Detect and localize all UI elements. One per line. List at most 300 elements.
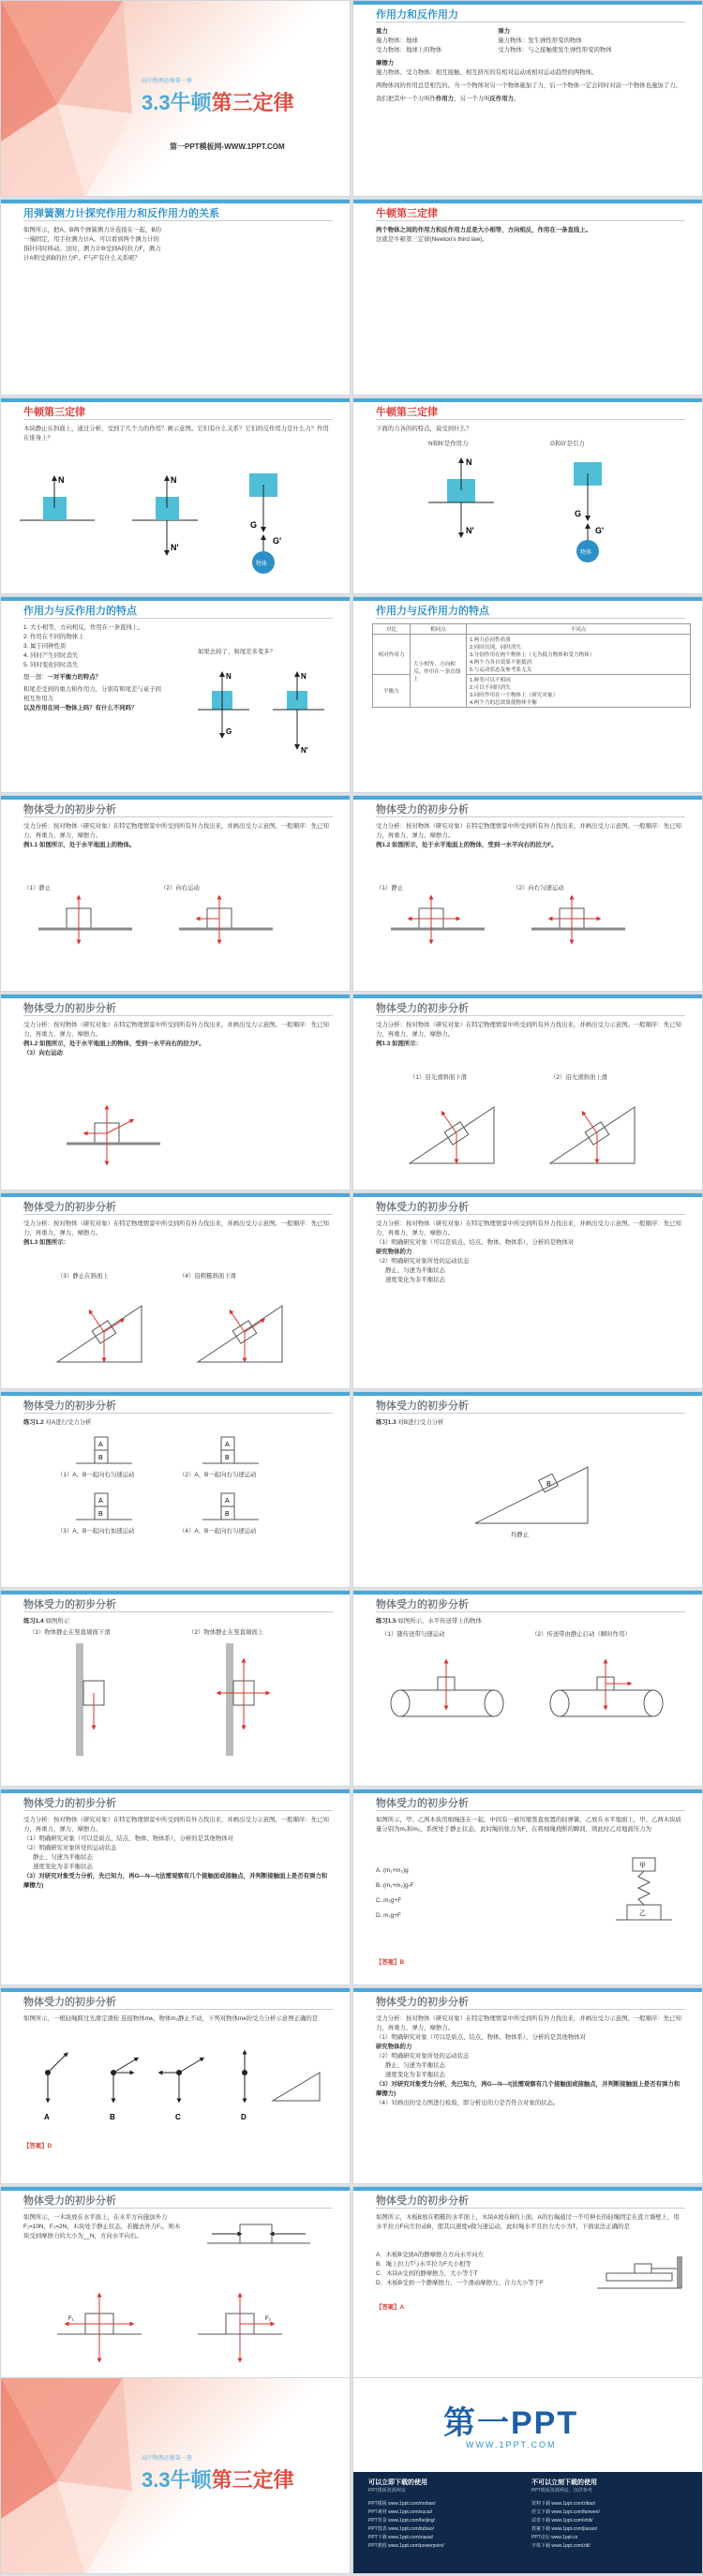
case-text: 例1.2 如图所示，处于水平地面上的物体，受到一水平向右的拉力F。: [23, 1041, 205, 1047]
option-9: （4）沿粗糙斜面下滑: [179, 1273, 237, 1280]
slide-title: 用弹簧测力计探究作用力和反作用力的关系: [23, 208, 219, 219]
slide-pulley-problem[interactable]: [0, 1987, 351, 2184]
svg-text:B: B: [98, 1455, 103, 1461]
top-bar: [1, 1988, 350, 1992]
ex5-opt-2: （2）传送带由静止启动（瞬时作用）: [531, 1631, 631, 1638]
feature-1: 1. 大小相等，方向相反，作用在一条直线上。: [23, 624, 144, 631]
exercise-head: 练习1.5: [376, 1618, 396, 1625]
slide-title: 作用力与反作用力的特点: [23, 606, 137, 617]
spring-diagram: [616, 1853, 672, 1938]
top-bar: [353, 1392, 702, 1396]
svg-text:B: B: [546, 1481, 551, 1488]
top-bar: [1, 1591, 350, 1595]
label-g-prime: G': [273, 536, 282, 546]
title-divider: [376, 1611, 685, 1612]
top-bar: [1, 597, 350, 601]
top-bar: [353, 398, 702, 402]
option-c: C. m₂g+F: [376, 1897, 402, 1904]
slide-exercise-1-4[interactable]: [0, 1590, 351, 1787]
def-a: 我们把其中一个力叫作: [376, 96, 436, 102]
cover-title-accent: 第三定律: [211, 2468, 294, 2492]
title-divider: [376, 2009, 685, 2010]
bullet-text: 受力分析：按对物体（研究对象）在特定物理情景中所受到所有外力找出来，并画出受力示意图。一般顺序：先已知力，再重力，弹力，摩擦力。: [23, 1022, 329, 1038]
option-a: A. (m₁+m₂)g: [376, 1867, 409, 1874]
block-jia: 甲: [639, 1863, 646, 1869]
slide-exercise-1-3[interactable]: [352, 1391, 703, 1588]
def-e: 。: [513, 96, 520, 102]
top-bar: [353, 1591, 702, 1595]
elastic-heading: 弹力: [498, 28, 511, 35]
slide-body: 如图所示，甲、乙两木块用细绳连在一起，中间有一被压缩竖直放置的轻弹簧，乙放在水平地面上，甲、乙两木块质量分别为m₁和m₂，系统处于静止状态，此时绳的张力为F，在将细绳烧断的瞬间，则此时乙对地面压力为: [376, 1817, 681, 1833]
title-divider: [23, 1015, 333, 1016]
def-d: 反作用力: [489, 96, 514, 102]
feature-4: 4. 同时产生同时消失: [23, 652, 79, 659]
link-row[interactable]: PPT教程 www.1ppt.com/powerpoint/: [368, 2543, 444, 2549]
option-b: B．绳上拉力T与水平拉力F大小相等: [376, 2261, 471, 2268]
slide-title: 物体受力的初步分析: [376, 1400, 469, 1412]
slide-force-example-3[interactable]: [0, 994, 351, 1191]
case-text: 例1.3 如图所示：: [23, 1239, 70, 1246]
th-diff: 不同点: [467, 624, 691, 635]
slide-force-example-4[interactable]: [352, 994, 703, 1191]
row2-diff-2: 2.可以不同时消失: [470, 685, 511, 691]
cover-title: [142, 2464, 294, 2494]
label-f2: F₂: [265, 2316, 271, 2322]
slide-third-law-pairs[interactable]: [352, 397, 703, 594]
slide-title: 物体受力的初步分析: [376, 1599, 469, 1610]
step-1: （1）明确研究对象（可以是质点、结点、物体、物体系），分析的是其他物体对: [23, 1835, 234, 1842]
block-diagram: [57, 1100, 170, 1175]
cover-title-main: 3.3牛顿: [142, 2468, 212, 2492]
law-statement: 两个物体之间的作用力和反作用力总是大小相等，方向相反，作用在一条直线上。: [376, 227, 592, 233]
label-g: G: [250, 520, 258, 530]
incline-stack: [466, 1448, 597, 1542]
ex2-opt-2: （2）A、B一起向右匀速运动: [179, 1472, 257, 1478]
top-bar: [1, 796, 350, 800]
conveyor-diagram: [381, 1656, 681, 1760]
link-list-left: [368, 2500, 444, 2551]
label-c: C: [175, 2113, 181, 2121]
gravity-line-1: 施力物体：地球: [376, 37, 418, 44]
exercise-head: 练习1.2: [23, 1419, 44, 1426]
option-8: （3）静止在斜面上: [57, 1273, 109, 1280]
def-c: ，另一个力叫: [454, 96, 490, 102]
title-divider: [23, 1611, 333, 1612]
label-b: B: [110, 2113, 115, 2121]
right-sub: PPT模板资源网站，仅供参考: [531, 2488, 592, 2494]
slide-body: 木块静止在斜面上，通过分析，受到了几个力的作用？画示意图。它们有什么关系？它们的反作用力是什么力？作用在谁身上？: [23, 426, 329, 442]
cover-subtitle: 高中物理必修第一册: [142, 2456, 193, 2462]
option-4: （2）向右匀速运动: [513, 885, 564, 891]
slide-title: 物体受力的初步分析: [23, 1599, 116, 1610]
svg-text:A: A: [225, 1442, 230, 1448]
svg-text:A: A: [225, 1498, 230, 1505]
slide-body: [376, 822, 685, 850]
row1-diff-3: 3.分别作用在两个物体上（无为抵力物体和受力物体）: [470, 652, 595, 658]
option-c: C．木块A受到的静摩擦力，大小等于T: [376, 2270, 478, 2277]
slide-body: [376, 1220, 685, 1285]
slide-title: 牛顿第三定律: [376, 407, 438, 418]
slide-body: 下面的力各的的特点，说受到什么？: [376, 426, 472, 432]
link-row[interactable]: 教案下载 www.1ppt.com/jiaoan/: [531, 2526, 598, 2532]
row-same: 大小相等，方向相反，作用在一条直线上: [411, 635, 467, 708]
info-panel: [353, 2472, 703, 2574]
row1-diff-4: 4.两个力各自效果不能抵消: [470, 660, 532, 666]
top-bar: [353, 1790, 702, 1793]
caption-right: G和G′是引力: [550, 441, 585, 447]
slide-title: 牛顿第三定律: [376, 208, 438, 219]
ex4-opt-1: （1）物体静止在竖直墙面下滑: [29, 1629, 111, 1636]
slide-body: [376, 1617, 685, 1626]
link-row[interactable]: 试卷下载 www.1ppt.com/shiti/: [531, 2518, 593, 2524]
left-sub: PPT模板资源网站: [368, 2488, 406, 2494]
question-2b: 以及作用在同一物体上吗？有什么不同吗？: [23, 705, 138, 711]
row1-diff-2: 2.同时出现，同时消失: [470, 645, 522, 651]
ex5-opt-1: （1）随传送带匀速运动: [381, 1631, 445, 1638]
mutual-text: 两物体间的作用总是相互的。当一个物体对另一个物体施加了力，后一个物体一定会同时对前一个物体也施加了力。: [376, 82, 681, 89]
step-2: （2）明确研究对象所处的运动状态: [376, 2053, 470, 2059]
slide-body: [23, 1418, 333, 1428]
force-options: [57, 2290, 320, 2374]
board-diagram: [588, 2256, 691, 2294]
slide-title: 物体受力的初步分析: [23, 1798, 116, 1809]
gravity-line-2: 受力物体：地球上的物体: [376, 47, 442, 53]
step-2b: 速度变化为非平衡状态: [385, 2072, 445, 2078]
question-2a: 和尾差受到的重力和作用力，分别有和尾差与桌子间相互作用力: [23, 686, 161, 702]
bullet-text: 受力分析：按对物体（研究对象）在特定物理情景中所受到所有外力找出来，并画出受力示意图。一般顺序：先已知力，再重力，弹力，摩擦力。: [376, 1022, 681, 1038]
pulley-options: [29, 2044, 329, 2129]
step-2b: 速度变化为非平衡状态: [385, 1277, 445, 1283]
row1-diff: [467, 635, 691, 675]
slide-force-example-1[interactable]: [0, 795, 351, 992]
label-n-2: N: [301, 672, 307, 681]
slide-third-law-diagram[interactable]: [0, 397, 351, 594]
title-divider: [23, 816, 333, 817]
slide-third-law[interactable]: [352, 199, 703, 396]
ex2-opt-1: （1）A、B一起向右匀速运动: [57, 1472, 135, 1478]
top-bar: [1, 1193, 350, 1197]
slide-title: 物体受力的初步分析: [376, 1798, 469, 1809]
ball-label: 物体: [580, 550, 592, 556]
label-n-2: N: [171, 475, 177, 485]
bullet-text: 受力分析：按对物体（研究对象）在特定物理情景中所受到所有外力找出来，并画出受力示意图。一般顺序：先已知力，再重力，弹力，摩擦力。: [23, 1817, 329, 1833]
case-text: 例1.2 如图所示，处于水平地面上的物体，受到一水平向右的拉力F。: [376, 842, 558, 848]
answer-text: 【答案】B: [376, 1959, 405, 1966]
block-yi: 乙: [639, 1910, 646, 1917]
step-2a: 静止、匀速为平衡状态: [385, 1267, 445, 1274]
cover-title-accent: 第三定律: [211, 91, 294, 114]
option-3: （1）静止: [376, 885, 404, 891]
top-block: [188, 2215, 329, 2253]
row1-head: 相对作用力: [373, 635, 411, 675]
slide-title: 作用力和反作用力: [376, 9, 458, 21]
svg-text:A: A: [98, 1442, 103, 1448]
title-divider: [376, 816, 685, 817]
step-1: （1）明确研究对象（可以是质点、结点、物体、物体系），分析的是物体对: [376, 1239, 575, 1246]
title-divider: [376, 1015, 685, 1016]
title-divider: [376, 1810, 685, 1811]
title-divider: [23, 2208, 333, 2209]
stacked-blocks: [57, 1430, 301, 1533]
answer-text: 【答案】A: [376, 2304, 405, 2311]
row2-diff-3: 3.同时作用在一个物体上（研究对象）: [470, 693, 559, 698]
feature-2: 2. 作用在不同的物体上: [23, 634, 84, 640]
top-bar: [353, 597, 702, 601]
feature-list: [23, 623, 164, 713]
step-2b: 速度变化为非平衡状态: [33, 1864, 93, 1870]
link-row[interactable]: PPT论坛 www.1ppt.cn: [531, 2535, 578, 2540]
slide-exercise-1-5[interactable]: [352, 1590, 703, 1787]
step-1b: 研究物体的力: [376, 1249, 412, 1255]
label-n-prime: N': [301, 746, 308, 755]
label-g-prime: G': [595, 526, 605, 535]
title-divider: [376, 2208, 685, 2209]
slide-force-example-2[interactable]: [352, 795, 703, 992]
top-bar: [353, 2187, 702, 2191]
wall-diagram: [38, 1643, 320, 1765]
slide-title: 物体受力的初步分析: [376, 2195, 469, 2207]
slide-body: [23, 1220, 333, 1248]
step-2a: 静止、匀速为平衡状态: [33, 1854, 93, 1861]
exercise-head: 练习1.4: [23, 1618, 44, 1625]
row1-diff-5: 5.与运动状态及参考系无关: [470, 667, 532, 673]
svg-text:A: A: [98, 1498, 103, 1505]
link-list-right: [531, 2500, 600, 2551]
label-n: N: [226, 672, 232, 681]
title-divider: [23, 220, 333, 221]
option-list: [376, 1866, 545, 1921]
title-divider: [23, 2009, 333, 2010]
step-2: （2）明确研究对象所处的运动状态: [23, 1845, 117, 1851]
bullet-text: 受力分析：按对物体（研究对象）在特定物理情景中所受到所有外力找出来，并画出受力示意图。一般顺序：先已知力，再重力，弹力，摩擦力。: [376, 823, 681, 839]
feature-5: 5. 同时变化同时消失: [23, 662, 79, 668]
top-bar: [1, 200, 350, 203]
title-divider: [376, 1214, 685, 1215]
slide-body: [23, 1021, 333, 1058]
slide-action-reaction[interactable]: [352, 0, 703, 197]
top-bar: [353, 1, 702, 5]
ex2-opt-4: （4）A、B一起向右匀速运动: [179, 1528, 257, 1535]
slide-body: [23, 1617, 333, 1626]
label-a: A: [44, 2113, 50, 2121]
option-a: A．木板B受到A的静摩擦力方向水平向左: [376, 2252, 485, 2258]
table-diagram: [193, 663, 343, 766]
exercise-caption: 均静止: [511, 1532, 530, 1538]
slide-force-steps-3[interactable]: [352, 1987, 703, 2184]
slide-cover[interactable]: [0, 0, 351, 197]
bullet-text: 受力分析：按对物体（研究对象）在特定物理情景中所受到所有外力找出来，并画出受力示意图。一般顺序：先已知力，再重力，弹力，摩擦力。: [376, 2015, 681, 2031]
question-lead: 想一想：: [23, 674, 48, 681]
link-row[interactable]: PPT下载 www.1ppt.com/xiazai/: [368, 2535, 434, 2540]
label-f1: F₁: [68, 2316, 74, 2322]
slide-title: 物体受力的初步分析: [23, 1003, 116, 1014]
caption-left: N和N′是作用力: [428, 441, 469, 447]
slide-force-steps-2[interactable]: [0, 1789, 351, 1985]
row2-head: 平衡力: [373, 675, 411, 708]
row2-diff: [467, 675, 691, 708]
step-3: （3）对研究对象受力分析，先已知力，再G—N—f(法需观察有几个接触面或接触点，并判断接触面上是否有弹力和摩擦力): [376, 2081, 681, 2097]
friction-text: 施力物体、受力物体：相互接触、相互挤压的有相对运动或相对运动趋势的两物体。: [376, 69, 598, 76]
title-divider: [376, 618, 685, 619]
label-n-prime: N': [466, 526, 474, 535]
row2-diff-4: 4.两个力的总效果使物体平衡: [470, 700, 537, 706]
ball-label: 物体: [256, 562, 268, 567]
svg-text:B: B: [98, 1511, 103, 1518]
link-row[interactable]: PPT背景 www.1ppt.com/beijing/: [368, 2518, 435, 2524]
elastic-line-2: 受力物体：与之接触使发生弹性形变的物体: [498, 47, 612, 53]
slide-title: 物体受力的初步分析: [23, 2195, 116, 2207]
slide-body: 如图所示，一木块放在水平面上，在水平方向施加外力F₁=10N，F₂=2N，木块处于静止状态，若撤去外力F₁，则木块受到摩擦力的大小为__N，方向水平向右。: [23, 2214, 181, 2239]
gravity-heading: 重力: [376, 28, 388, 35]
slide-block-problem[interactable]: [0, 2186, 351, 2383]
top-bar: [1, 1790, 350, 1793]
label-g: G: [226, 727, 232, 736]
link-row[interactable]: PPT图表 www.1ppt.com/tubiao/: [368, 2526, 435, 2532]
option-list: [376, 2251, 582, 2288]
slide-brand[interactable]: [352, 2377, 703, 2574]
brand-url[interactable]: WWW.1PPT.COM: [466, 2440, 557, 2449]
row1-diff-1: 1.两力必同性质质: [470, 637, 511, 643]
slide-body: [376, 1021, 685, 1049]
option-d: D. m₁g+F: [376, 1912, 401, 1919]
link-row[interactable]: 范文下载 www.1ppt.com/fanwen/: [531, 2509, 600, 2515]
svg-text:B: B: [225, 1511, 230, 1518]
option-1: （1）静止: [23, 885, 52, 891]
pair-diagram: [391, 453, 672, 593]
slide-comparison-table[interactable]: [352, 596, 703, 793]
top-bar: [1, 2187, 350, 2191]
step-3: （3）对研究对象受力分析，先已知力，再G—N—f(法需观察有几个接触面或接触点，并判断接触面上是否有弹力和摩擦力): [23, 1873, 328, 1889]
step-1: （1）明确研究对象（可以是质点、结点、物体、物体系），分析的是其他物体对: [376, 2034, 587, 2041]
bullet-text: 受力分析：按对物体（研究对象）在特定物理情景中所受到所有外力找出来，并画出受力示意图。一般顺序：先已知力，再重力，弹力，摩擦力。: [23, 1221, 329, 1236]
elastic-line-1: 施力物体：发生弹性形变的物体: [498, 37, 582, 44]
option-d: D．木板B受到一个静摩擦力，一个滑动摩擦力，合力大小等于F: [376, 2280, 544, 2286]
case-text: 例1.3 如图所示：: [376, 1041, 423, 1047]
incline-diagram: [38, 1287, 320, 1371]
exercise-head: 练习1.3: [376, 1419, 396, 1426]
slide-title: 作用力与反作用力的特点: [376, 606, 489, 617]
option-2: （2）向右运动: [160, 885, 200, 891]
row2-diff-1: 1.种类可以不相同: [470, 678, 511, 683]
label-n-prime: N': [171, 543, 179, 552]
answer-text: 【答案】D: [23, 2143, 52, 2149]
slide-body: 如图所示，木板B放在粗糙的水平面上，木块A放在B的上面，A的右端通过一不可伸长的轻绳固定在直立墙壁上，用水平拉力F向左拉动B，使其以速度v做匀速运动，此时绳水平且拉力大小为T，下面说法正确的是: [376, 2214, 680, 2230]
title-divider: [23, 419, 333, 420]
top-bar: [1, 995, 350, 998]
left-heading: 可以立即下载的使用: [368, 2479, 427, 2486]
label-n: N: [58, 475, 65, 485]
title-divider: [376, 419, 685, 420]
bullet-text: 受力分析：按对物体（研究对象）在特定物理情景中所受到所有外力找出来，并画出受力示意图。一般顺序：先已知力，再重力，弹力，摩擦力。: [376, 1221, 681, 1236]
top-bar: [1, 1392, 350, 1396]
slide-board-problem[interactable]: [352, 2186, 703, 2383]
cover-link[interactable]: 第一PPT模板网-WWW.1PPT.COM: [170, 142, 285, 151]
slide-title: 物体受力的初步分析: [23, 1202, 116, 1213]
slide-force-steps[interactable]: [352, 1192, 703, 1389]
brand-logo: 第一PPT: [443, 2405, 579, 2441]
ex2-opt-3: （3）A、B一起向右加速运动: [57, 1528, 135, 1535]
bullet-text: 受力分析：按对物体（研究对象）在特定物理情景中所受到所有外力找出来，并画出受力示意图。一般顺序：先已知力，再重力，弹力，摩擦力。: [23, 823, 329, 839]
right-heading: 不可以立刻下载的使用: [531, 2479, 597, 2486]
slide-title: 物体受力的初步分析: [23, 804, 116, 816]
step-4: （4）对画出的受力图进行检验，即分析出的力是否符合对象的状态。: [376, 2100, 560, 2106]
label-n: N: [466, 457, 472, 467]
slide-features[interactable]: [0, 596, 351, 793]
slide-force-example-5[interactable]: [0, 1192, 351, 1389]
link-row[interactable]: 字体下载 www.1ppt.com/ziti/: [531, 2543, 591, 2549]
case-text: 例1.1 如图所示，处于水平地面上的物体。: [23, 842, 136, 848]
cover-title-main: 3.3牛顿: [142, 91, 212, 114]
def-b: 作用力: [435, 96, 455, 102]
comparison-table: [372, 623, 691, 708]
exercise-text: 对A进行受力分析: [45, 1419, 92, 1426]
slide-spring-problem[interactable]: [352, 1789, 703, 1985]
incline-diagram: [391, 1088, 672, 1173]
option-5: （3）向右运动: [23, 1050, 63, 1056]
slide-body: [23, 1816, 333, 1891]
ex4-opt-2: （2）物体静止在竖直墙面上: [188, 1629, 264, 1636]
option-6: （1）沿光滑斜面下滑: [410, 1074, 468, 1081]
step-2a: 静止、匀速为平衡状态: [385, 2062, 445, 2069]
exercise-text: 如图所示: [45, 1618, 70, 1625]
slide-spring-scale[interactable]: [0, 199, 351, 396]
slide-title: 物体受力的初步分析: [376, 1202, 469, 1213]
slide-exercise-1-2[interactable]: [0, 1391, 351, 1588]
th-compare: 对比: [373, 624, 411, 635]
top-bar: [353, 796, 702, 800]
top-bar: [1, 398, 350, 402]
svg-text:B: B: [225, 1455, 230, 1461]
friction-heading: 摩擦力: [376, 60, 395, 67]
slide-body: [23, 822, 333, 850]
law-name: 这就是牛顿第三定律(Newton's third law)。: [376, 236, 488, 243]
option-b: B. (m₁+m₂)g-F: [376, 1882, 414, 1889]
label-g: G: [575, 509, 582, 518]
link-row[interactable]: 资料下载 www.1ppt.com/ziliao/: [531, 2501, 596, 2507]
cover-title: [142, 87, 294, 116]
title-divider: [376, 1413, 685, 1414]
slide-body: [376, 27, 685, 104]
slide-closing-cover[interactable]: [0, 2377, 351, 2574]
step-1b: 研究物体的力: [376, 2044, 412, 2050]
top-bar: [353, 1193, 702, 1197]
title-divider: [23, 1810, 333, 1811]
slide-body: [376, 2014, 685, 2108]
slide-title: 物体受力的初步分析: [23, 1997, 116, 2008]
slide-title: 物体受力的初步分析: [376, 1997, 469, 2008]
slide-body: [376, 226, 685, 245]
top-bar: [353, 995, 702, 998]
link-row[interactable]: PPT模板 www.1ppt.com/moban/: [368, 2501, 436, 2507]
slide-title: 物体受力的初步分析: [376, 804, 469, 816]
exercise-text: 如图所示，水平传送带上的物体: [397, 1618, 482, 1625]
slide-body: [376, 1418, 685, 1428]
link-row[interactable]: PPT素材 www.1ppt.com/sucai/: [368, 2509, 433, 2515]
title-divider: [376, 220, 685, 221]
exercise-text: 对B进行受力分析: [397, 1419, 444, 1426]
title-divider: [23, 1413, 333, 1414]
definition-text: [376, 95, 685, 104]
feature-3: 3. 属于同种性质: [23, 643, 67, 650]
cover-subtitle: 高中物理必修第一册: [142, 79, 193, 84]
force-diagram: [20, 464, 338, 586]
slide-title: 牛顿第三定律: [23, 407, 85, 418]
top-bar: [353, 200, 702, 203]
block-diagram: [391, 890, 672, 955]
title-divider: [23, 618, 333, 619]
slide-title: 物体受力的初步分析: [376, 1003, 469, 1014]
option-7: （2）沿光滑斜面上滑: [550, 1074, 608, 1081]
